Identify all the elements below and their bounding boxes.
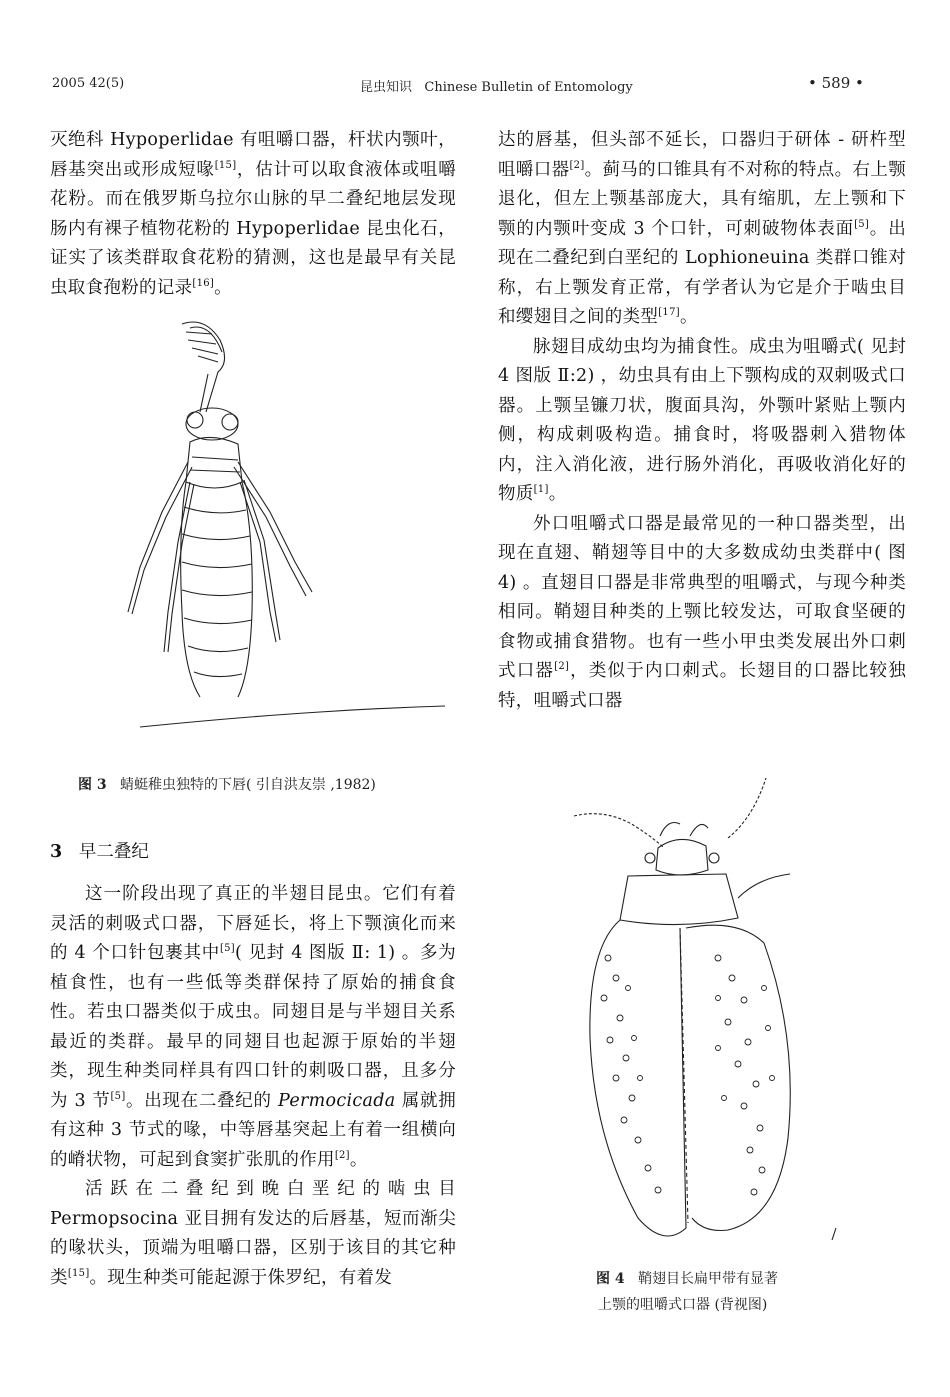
section-heading	[50, 838, 149, 863]
figure-4-beetle-drawing	[568, 778, 858, 1248]
figure-4-caption	[596, 1266, 778, 1318]
section-title: 早二叠纪	[78, 842, 149, 862]
figure-4-label: 图 4	[596, 1271, 625, 1287]
header-journal: 昆虫知识 Chinese Bulletin of Entomology	[360, 80, 633, 95]
section-number: 3	[50, 842, 63, 862]
figure-3-caption	[78, 774, 376, 794]
right-column-text	[498, 126, 906, 716]
figure-4-caption-line1: 鞘翅目长扁甲带有显著	[637, 1271, 778, 1287]
right-paragraph-2: 脉翅目成幼虫均为捕食性。成虫为咀嚼式( 见封 4 图版 Ⅱ:2) ，幼虫具有由上下颚构成的双刺吸式口器。上颚呈镰刀状，腹面具沟，外颚叶紧贴上颚内侧，构成刺吸构造。捕食时，将吸器刺入猎物体内，注入消化液，进行肠外消化，再吸收消化好的物质[1]。	[498, 336, 906, 504]
header-volume: 2005 42(5)	[52, 76, 125, 91]
left-paragraph-3: 活跃在二叠纪到晚白垩纪的啮虫目 Permopsocina 亚目拥有发达的后唇基，短而渐尖的喙状头，顶端为咀嚼口器，区别于该目的其它种类[15]。现生种类可能起源于侏罗纪，有着发	[50, 1179, 456, 1288]
figure-3-caption-text: 蜻蜓稚虫独特的下唇( 引自洪友崇 ,1982)	[119, 777, 376, 793]
figure-4-caption-line2: 上颚的咀嚼式口器 (背视图)	[598, 1297, 768, 1313]
right-paragraph-3: 外口咀嚼式口器是最常见的一种口器类型，出现在直翅、鞘翅等目中的大多数成幼虫类群中( 图 4) 。直翅目口器是非常典型的咀嚼式，与现今种类相同。鞘翅目种类的上颚比较发达，可取食坚硬的食物或捕食猎物。也有一些小甲虫类发展出外口刺式口器[2]，类似于内口刺式。长翅目的口器比较独特，咀嚼式口器	[498, 513, 906, 711]
figure-3-label: 图 3	[78, 777, 107, 793]
left-paragraph-1: 灭绝科 Hypoperlidae 有咀嚼口器，杆状内颚叶，唇基突出或形成短喙[15]，估计可以取食液体或咀嚼花粉。而在俄罗斯乌拉尔山脉的早二叠纪地层发现肠内有裸子植物花粉的 Hypoperlidae 昆虫化石，证实了该类群取食花粉的猜测，这也是最早有关昆虫取食孢粉的记录[16]。	[50, 130, 456, 298]
genus-name: Permocicada	[278, 1090, 396, 1111]
right-paragraph-1: 达的唇基，但头部不延长，口器归于研体 - 研杵型咀嚼口器[2]。蓟马的口锥具有不对称的特点。右上颚退化，但左上颚基部庞大，具有缩肌，左上颚和下颚的内颚叶变成 3 个口针，可刺破物体表面[5]。出现在二叠纪到白垩纪的 Lophioneuina 类群口锥对称，右上颚发育正常，有学者认为它是介于啮虫目和缨翅目之间的类型[17]。	[498, 130, 907, 327]
header-page-number: • 589 •	[808, 74, 864, 92]
left-paragraph-2: 这一阶段出现了真正的半翅目昆虫。它们有着灵活的刺吸式口器，下唇延长，将上下颚演化而来的 4 个口针包裹其中[5]( 见封 4 图版 Ⅱ: 1) 。多为植食性，也有一些低等类群保持了原始的捕食食性。若虫口器类似于成虫。同翅目是与半翅目关系最近的类群。最早的同翅目也起源于原始的半翅类，现生种类同样具有四口针的刺吸口器，且多分为 3 节[5]。出现在二叠纪的 Permocicada 属就拥有这种 3 节式的喙，中等唇基突起上有着一组横向的嵴状物，可起到食窦扩张肌的作用[2]。 活跃在二叠纪到晚白垩纪的啮虫目 Permopsocina 亚目拥有发达的后唇基，短而渐尖的喙状头，顶端为咀嚼口器，区别于该目的其它种类[15]。现生种类可能起源于侏罗纪，有着发	[50, 880, 456, 1293]
figure-3-dragonfly-nymph-drawing	[120, 312, 450, 732]
